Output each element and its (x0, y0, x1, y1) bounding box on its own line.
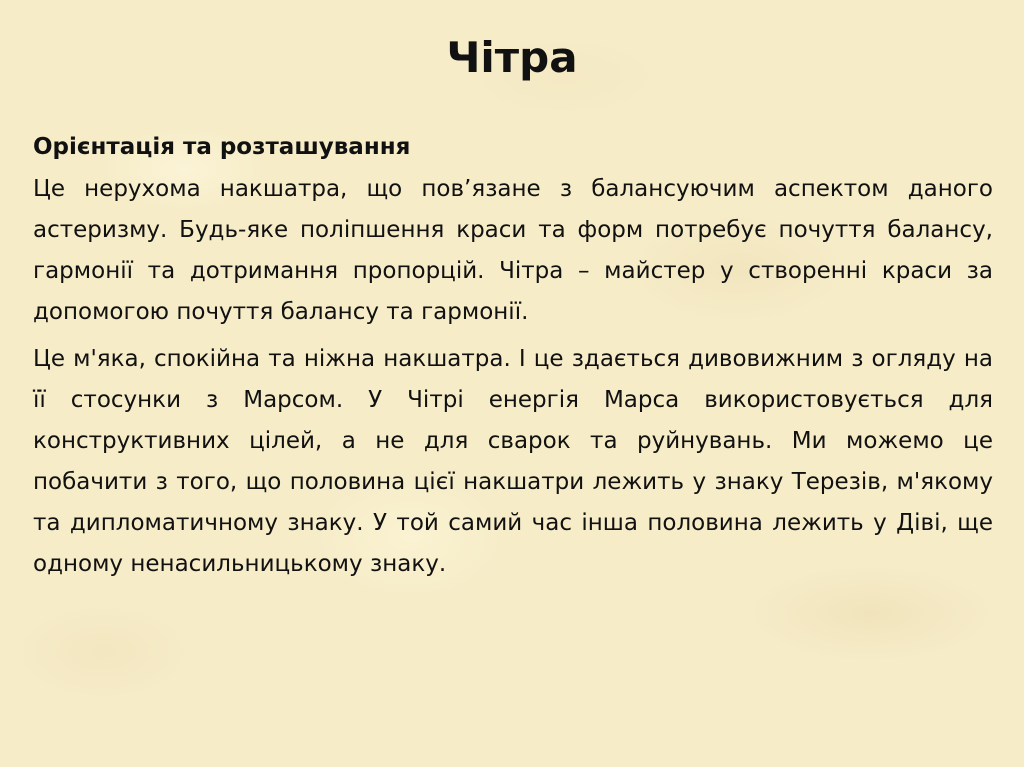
paragraph-1: Це нерухома накшатра, що пов’язане з балансуючим аспектом даного астеризму. Будь-яке поліпшення краси та форм потребує почуття балансу, гармонії та дотримання пропорцій. Чітра – майстер у створенні краси за допомогою почуття балансу та гармонії. (33, 176, 993, 325)
slide-content (33, 127, 993, 591)
paragraph-2: Це м'яка, спокійна та ніжна накшатра. І це здається дивовижним з огляду на її стосунки з Марсом. У Чітрі енергія Марса використовується для конструктивних цілей, а не для сварок та руйнувань. Ми можемо це побачити з того, що половина цієї накшатри лежить у знаку Терезів, м'якому та дипломатичному знаку. У той самий час інша половина лежить у Діві, ще одному ненасильницькому знаку. (33, 346, 993, 577)
slide-title: Чітра (446, 33, 578, 82)
section-heading: Орієнтація та розташування (33, 134, 411, 160)
